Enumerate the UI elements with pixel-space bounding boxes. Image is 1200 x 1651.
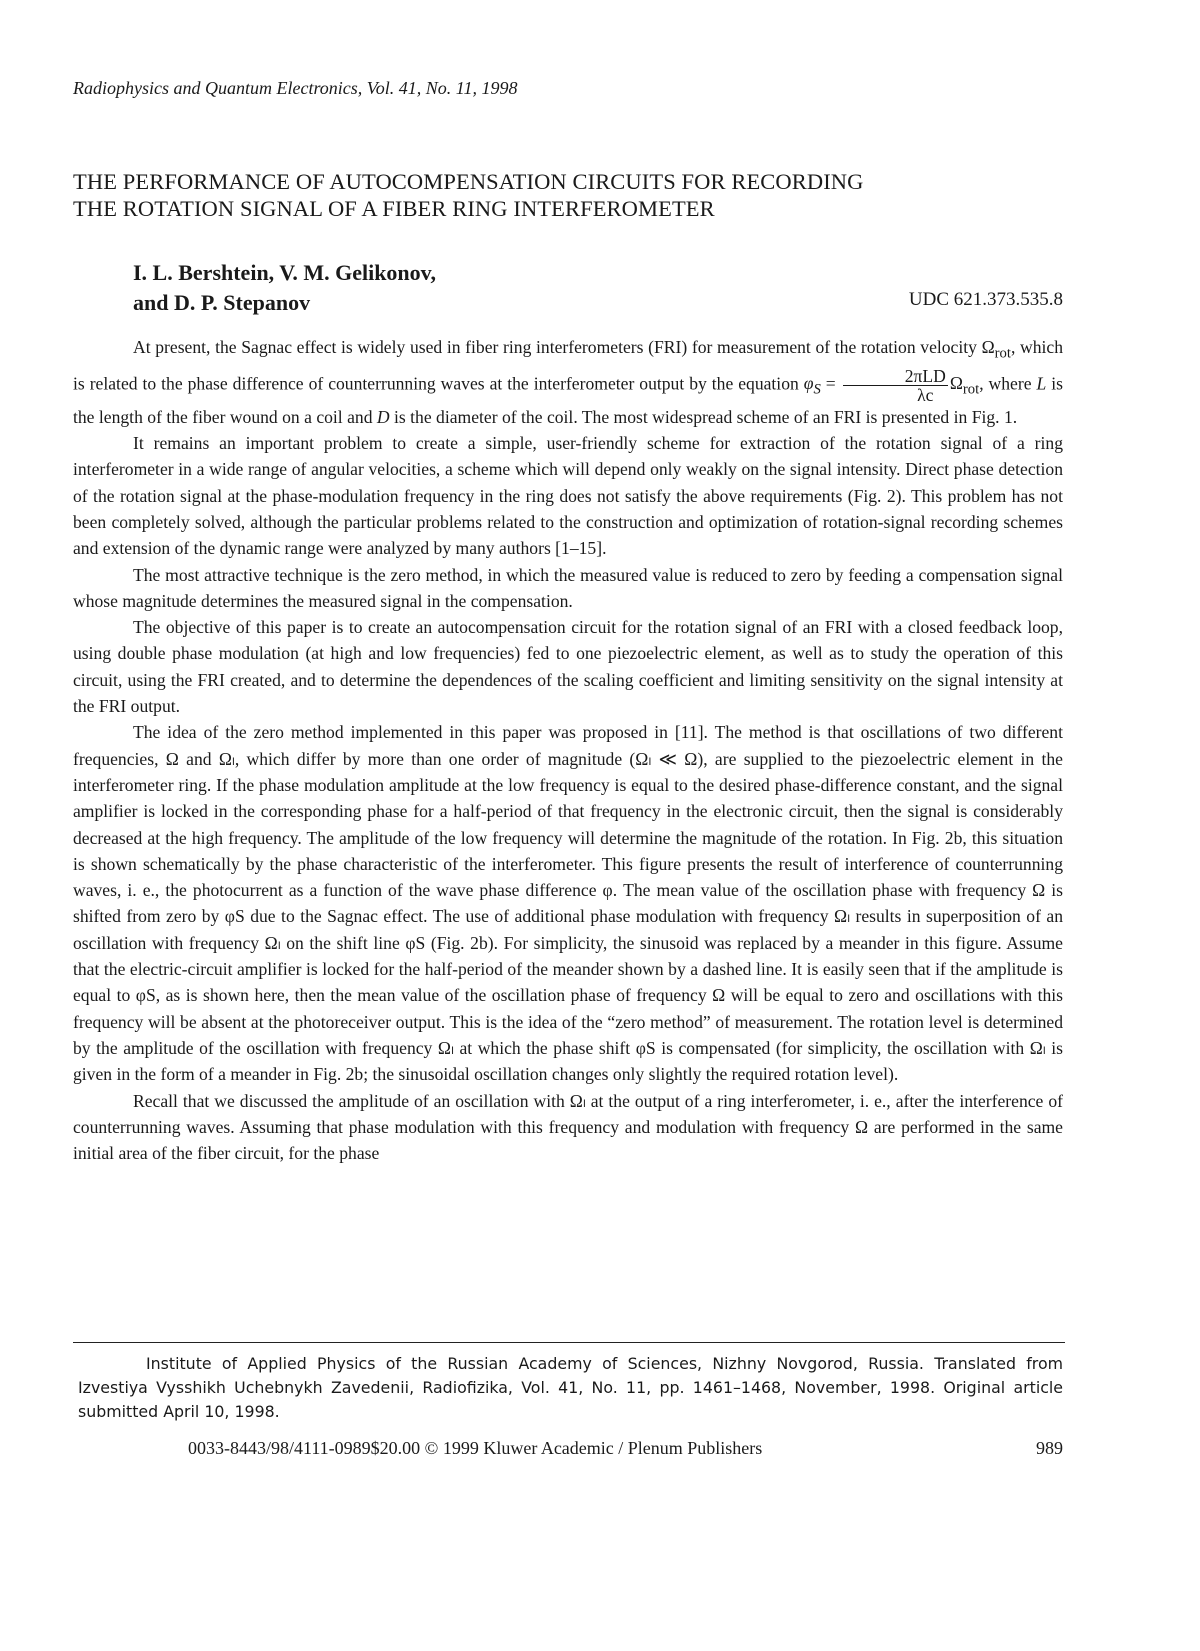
- var-D: D: [376, 406, 390, 427]
- equals-sign: =: [820, 373, 841, 394]
- fraction-denominator: λc: [917, 384, 934, 405]
- omega-rot: [981, 337, 1011, 362]
- omega-rot-2: [949, 373, 980, 398]
- var-L: L: [1036, 373, 1047, 394]
- publisher-line: 0033-8443/98/4111-0989$20.00 © 1999 Kluwer Academic / Plenum Publishers: [188, 1438, 763, 1458]
- authors-line-2: and D. P. Stepanov: [133, 290, 311, 315]
- article-body: [73, 334, 1063, 1166]
- title-line-1: THE PERFORMANCE OF AUTOCOMPENSATION CIRCUITS FOR RECORDING: [73, 169, 864, 194]
- author-list: [133, 258, 436, 318]
- footnote-divider: [73, 1342, 1065, 1343]
- equation-fraction: [843, 367, 948, 404]
- footnote-text: Institute of Applied Physics of the Russian Academy of Sciences, Nizhny Novgorod, Russia. Translated from Izvestiya Vysshikh Uchebnykh Zavedenii, Radiofizika, Vol. 41, No. 11, pp. 1461–1468, November, 1998. Original article submitted April 10, 1998.: [78, 1354, 1063, 1421]
- page-number: 989: [1036, 1438, 1063, 1458]
- p1-text-d: is the length of the fiber wound on a coil and: [73, 373, 1063, 427]
- authors-line-1: I. L. Bershtein, V. M. Gelikonov,: [133, 260, 436, 285]
- p1-text-c: , where: [979, 373, 1037, 394]
- phi-symbol: φ: [803, 373, 814, 394]
- p1-text-a: At present, the Sagnac effect is widely used in fiber ring interferometers (FRI) for measurement of the rotation velocity: [133, 337, 982, 357]
- omega-symbol-2: Ω: [949, 373, 963, 394]
- phi-subscript: S: [813, 381, 821, 398]
- omega-subscript-2: rot: [962, 381, 980, 398]
- paragraph-4: The objective of this paper is to create an autocompensation circuit for the rotation signal of an FRI with a closed feedback loop, using double phase modulation (at high and low frequencies) fed to one piezoelectric element, as well as to study the operation of this circuit, using the FRI created, and to determine the dependences of the scaling coefficient and limiting sensitivity on the signal intensity at the FRI output.: [73, 617, 1063, 717]
- phi-s: [803, 373, 821, 398]
- article-title: [73, 168, 1133, 222]
- paragraph-6: Recall that we discussed the amplitude of an oscillation with Ωₗ at the output of a ring interferometer, i. e., after the interference of counterrunning waves. Assuming that phase modulation with this frequency and modulation with frequency Ω are performed in the same initial area of the fiber circuit, for the phase: [73, 1090, 1063, 1164]
- paragraph-5: The idea of the zero method implemented in this paper was proposed in [11]. The method is that oscillations of two different frequencies, Ω and Ωₗ, which differ by more than one order of magnitude (Ωₗ ≪ Ω), are supplied to the piezoelectric element in the interferometer ring. If the phase modulation amplitude at the low frequency is equal to the desired phase-difference constant, and the signal amplifier is locked in the corresponding phase for a half-period of that frequency in the electronic circuit, then the signal is considerably decreased at the high frequency. The amplitude of the low frequency will determine the magnitude of the rotation. In Fig. 2b, this situation is shown schematically by the phase characteristic of the interferometer. This figure presents the result of interference of counterrunning waves, i. e., the photocurrent as a function of the wave phase difference φ. The mean value of the oscillation phase with frequency Ω is shifted from zero by φS due to the Sagnac effect. The use of additional phase modulation with frequency Ωₗ results in superposition of an oscillation with frequency Ωₗ on the shift line φS (Fig. 2b). For simplicity, the sinusoid was replaced by a meander in this figure. Assume that the electric-circuit amplifier is locked for the half-period of the meander shown by a dashed line. It is easily seen that if the amplitude is equal to φS, as is shown here, then the mean value of the oscillation phase of frequency Ω will be equal to zero and oscillations with this frequency will be absent at the photoreceiver output. This is the idea of the “zero method” of measurement. The rotation level is determined by the amplitude of the oscillation with frequency Ωₗ at which the phase shift φS is compensated (for simplicity, the oscillation with Ωₗ is given in the form of a meander in Fig. 2b; the sinusoidal oscillation changes only slightly the required rotation level).: [73, 722, 1063, 1085]
- paragraph-1: [73, 334, 1063, 430]
- paragraph-3: The most attractive technique is the zero method, in which the measured value is reduced to zero by feeding a compensation signal whose magnitude determines the measured signal in the compensation.: [73, 564, 1063, 611]
- udc-code: UDC 621.373.535.8: [908, 289, 1063, 310]
- paragraph-2: It remains an important problem to create a simple, user-friendly scheme for extraction of the rotation signal of a ring interferometer in a wide range of angular velocities, a scheme which will depend only weakly on the signal intensity. Direct phase detection of the rotation signal at the phase-modulation frequency in the ring does not satisfy the above requirements (Fig. 2). This problem has not been completely solved, although the particular problems related to the construction and optimization of rotation-signal recording schemes and extension of the dynamic range were analyzed by many authors [1–15].: [73, 433, 1063, 559]
- omega-subscript: rot: [994, 345, 1011, 362]
- journal-header: Radiophysics and Quantum Electronics, Vol. 41, No. 11, 1998: [73, 78, 518, 98]
- omega-symbol: Ω: [981, 337, 995, 357]
- p1-text-e: is the diameter of the coil. The most widespread scheme of an FRI is presented in Fig. 1.: [389, 406, 1018, 427]
- fraction-numerator: 2πLD: [843, 367, 948, 386]
- p1-text-b: , which is related to the phase difference of counterrunning waves at the interferometer output by the equation: [73, 337, 1063, 394]
- title-line-2: THE ROTATION SIGNAL OF A FIBER RING INTERFEROMETER: [73, 196, 715, 221]
- affiliation-footnote: [78, 1352, 1063, 1424]
